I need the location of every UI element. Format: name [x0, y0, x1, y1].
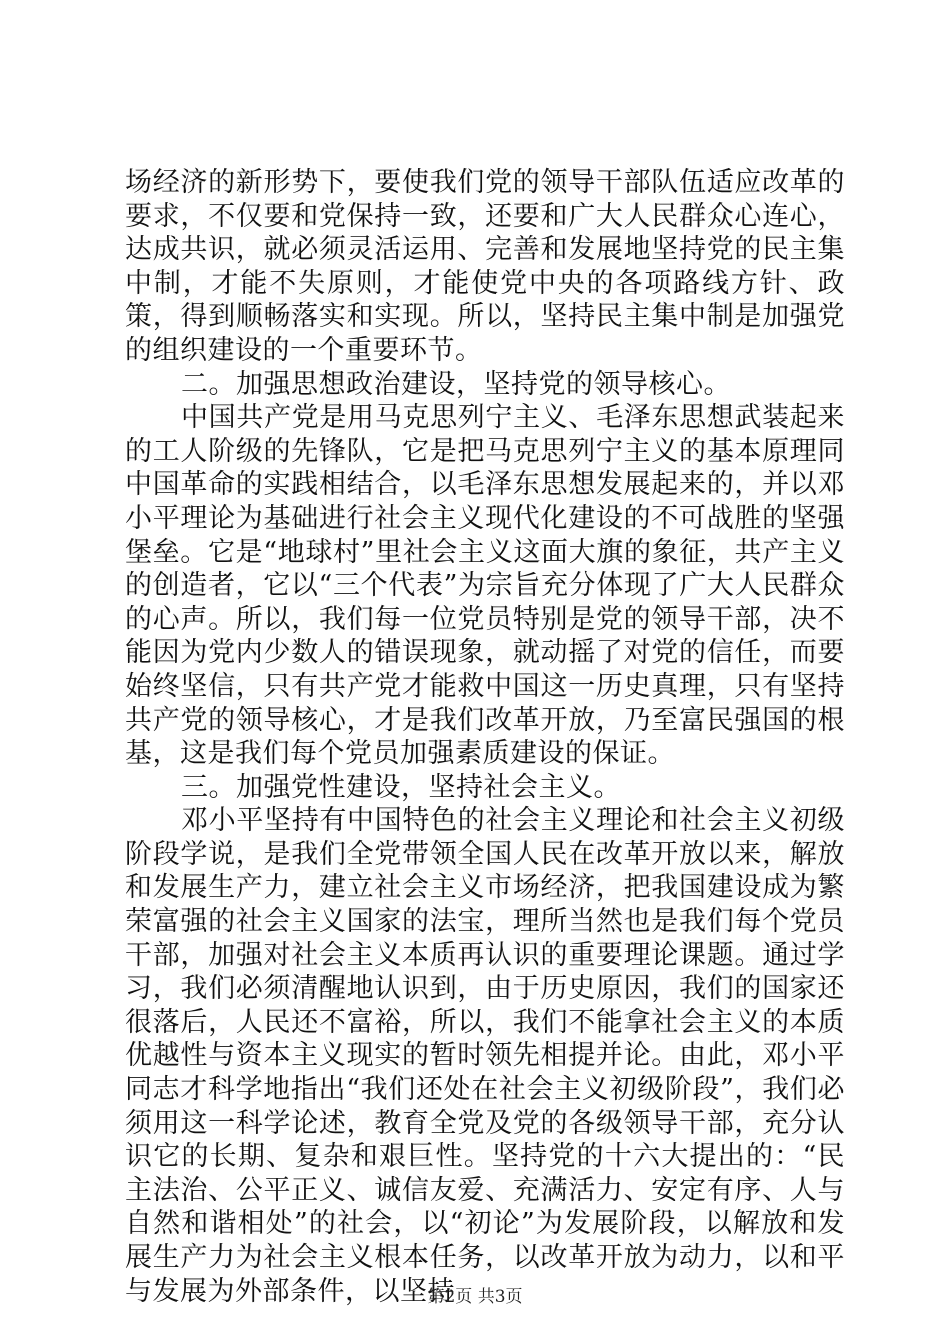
paragraph: 中国共产党是用马克思列宁主义、毛泽东思想武装起来的工人阶级的先锋队，它是把马克思列宁主义的基本原理同中国革命的实践相结合，以毛泽东思想发展起来的，并以邓小平理论为基础进行社会主义现代化建设的不可战胜的坚强堡垒。它是“地球村”里社会主义这面大旗的象征，共产主义的创造者，它以“三个代表”为宗旨充分体现了广大人民群众的心声。所以，我们每一位党员特别是党的领导干部，决不能因为党内少数人的错误现象，就动摇了对党的信任，而要始终坚信，只有共产党才能救中国这一历史真理，只有坚持共产党的领导核心，才是我们改革开放，乃至富民强国的根基，这是我们每个党员加强素质建设的保证。	[125, 402, 845, 770]
section-heading-2: 二。加强思想政治建设，坚持党的领导核心。	[181, 368, 731, 400]
paragraph-continuation: 场经济的新形势下，要使我们党的领导干部队伍适应改革的要求，不仅要和党保持一致，还要和广大人民群众心连心，达成共识，就必须灵活运用、完善和发展地坚持党的民主集中制，才能不失原则，才能使党中央的各项路线方针、政策，得到顺畅落实和实现。所以，坚持民主集中制是加强党的组织建设的一个重要环节。	[125, 167, 845, 366]
page-number-footer: 第2页 共3页	[427, 1287, 523, 1307]
paragraph: 邓小平坚持有中国特色的社会主义理论和社会主义初级阶段学说，是我们全党带领全国人民在改革开放以来，解放和发展生产力，建立社会主义市场经济，把我国建设成为繁荣富强的社会主义国家的法宝，理所当然也是我们每个党员干部，加强对社会主义本质再认识的重要理论课题。通过学习，我们必须清醒地认识到，由于历史原因，我们的国家还很落后，人民还不富裕，所以，我们不能拿社会主义的本质优越性与资本主义现实的暂时领先相提并论。由此，邓小平同志才科学地指出“我们还处在社会主义初级阶段”，我们必须用这一科学论述，教育全党及党的各级领导干部，充分认识它的长期、复杂和艰巨性。坚持党的十六大提出的：“民主法治、公平正义、诚信友爱、充满活力、安定有序、人与自然和谐相处”的社会，以“初论”为发展阶段，以解放和发展生产力为社会主义根本任务，以改革开放为动力，以和平与发展为外部条件，以坚持	[125, 805, 845, 1307]
section-heading-3: 三。加强党性建设，坚持社会主义。	[181, 771, 621, 803]
document-body	[125, 166, 845, 1308]
